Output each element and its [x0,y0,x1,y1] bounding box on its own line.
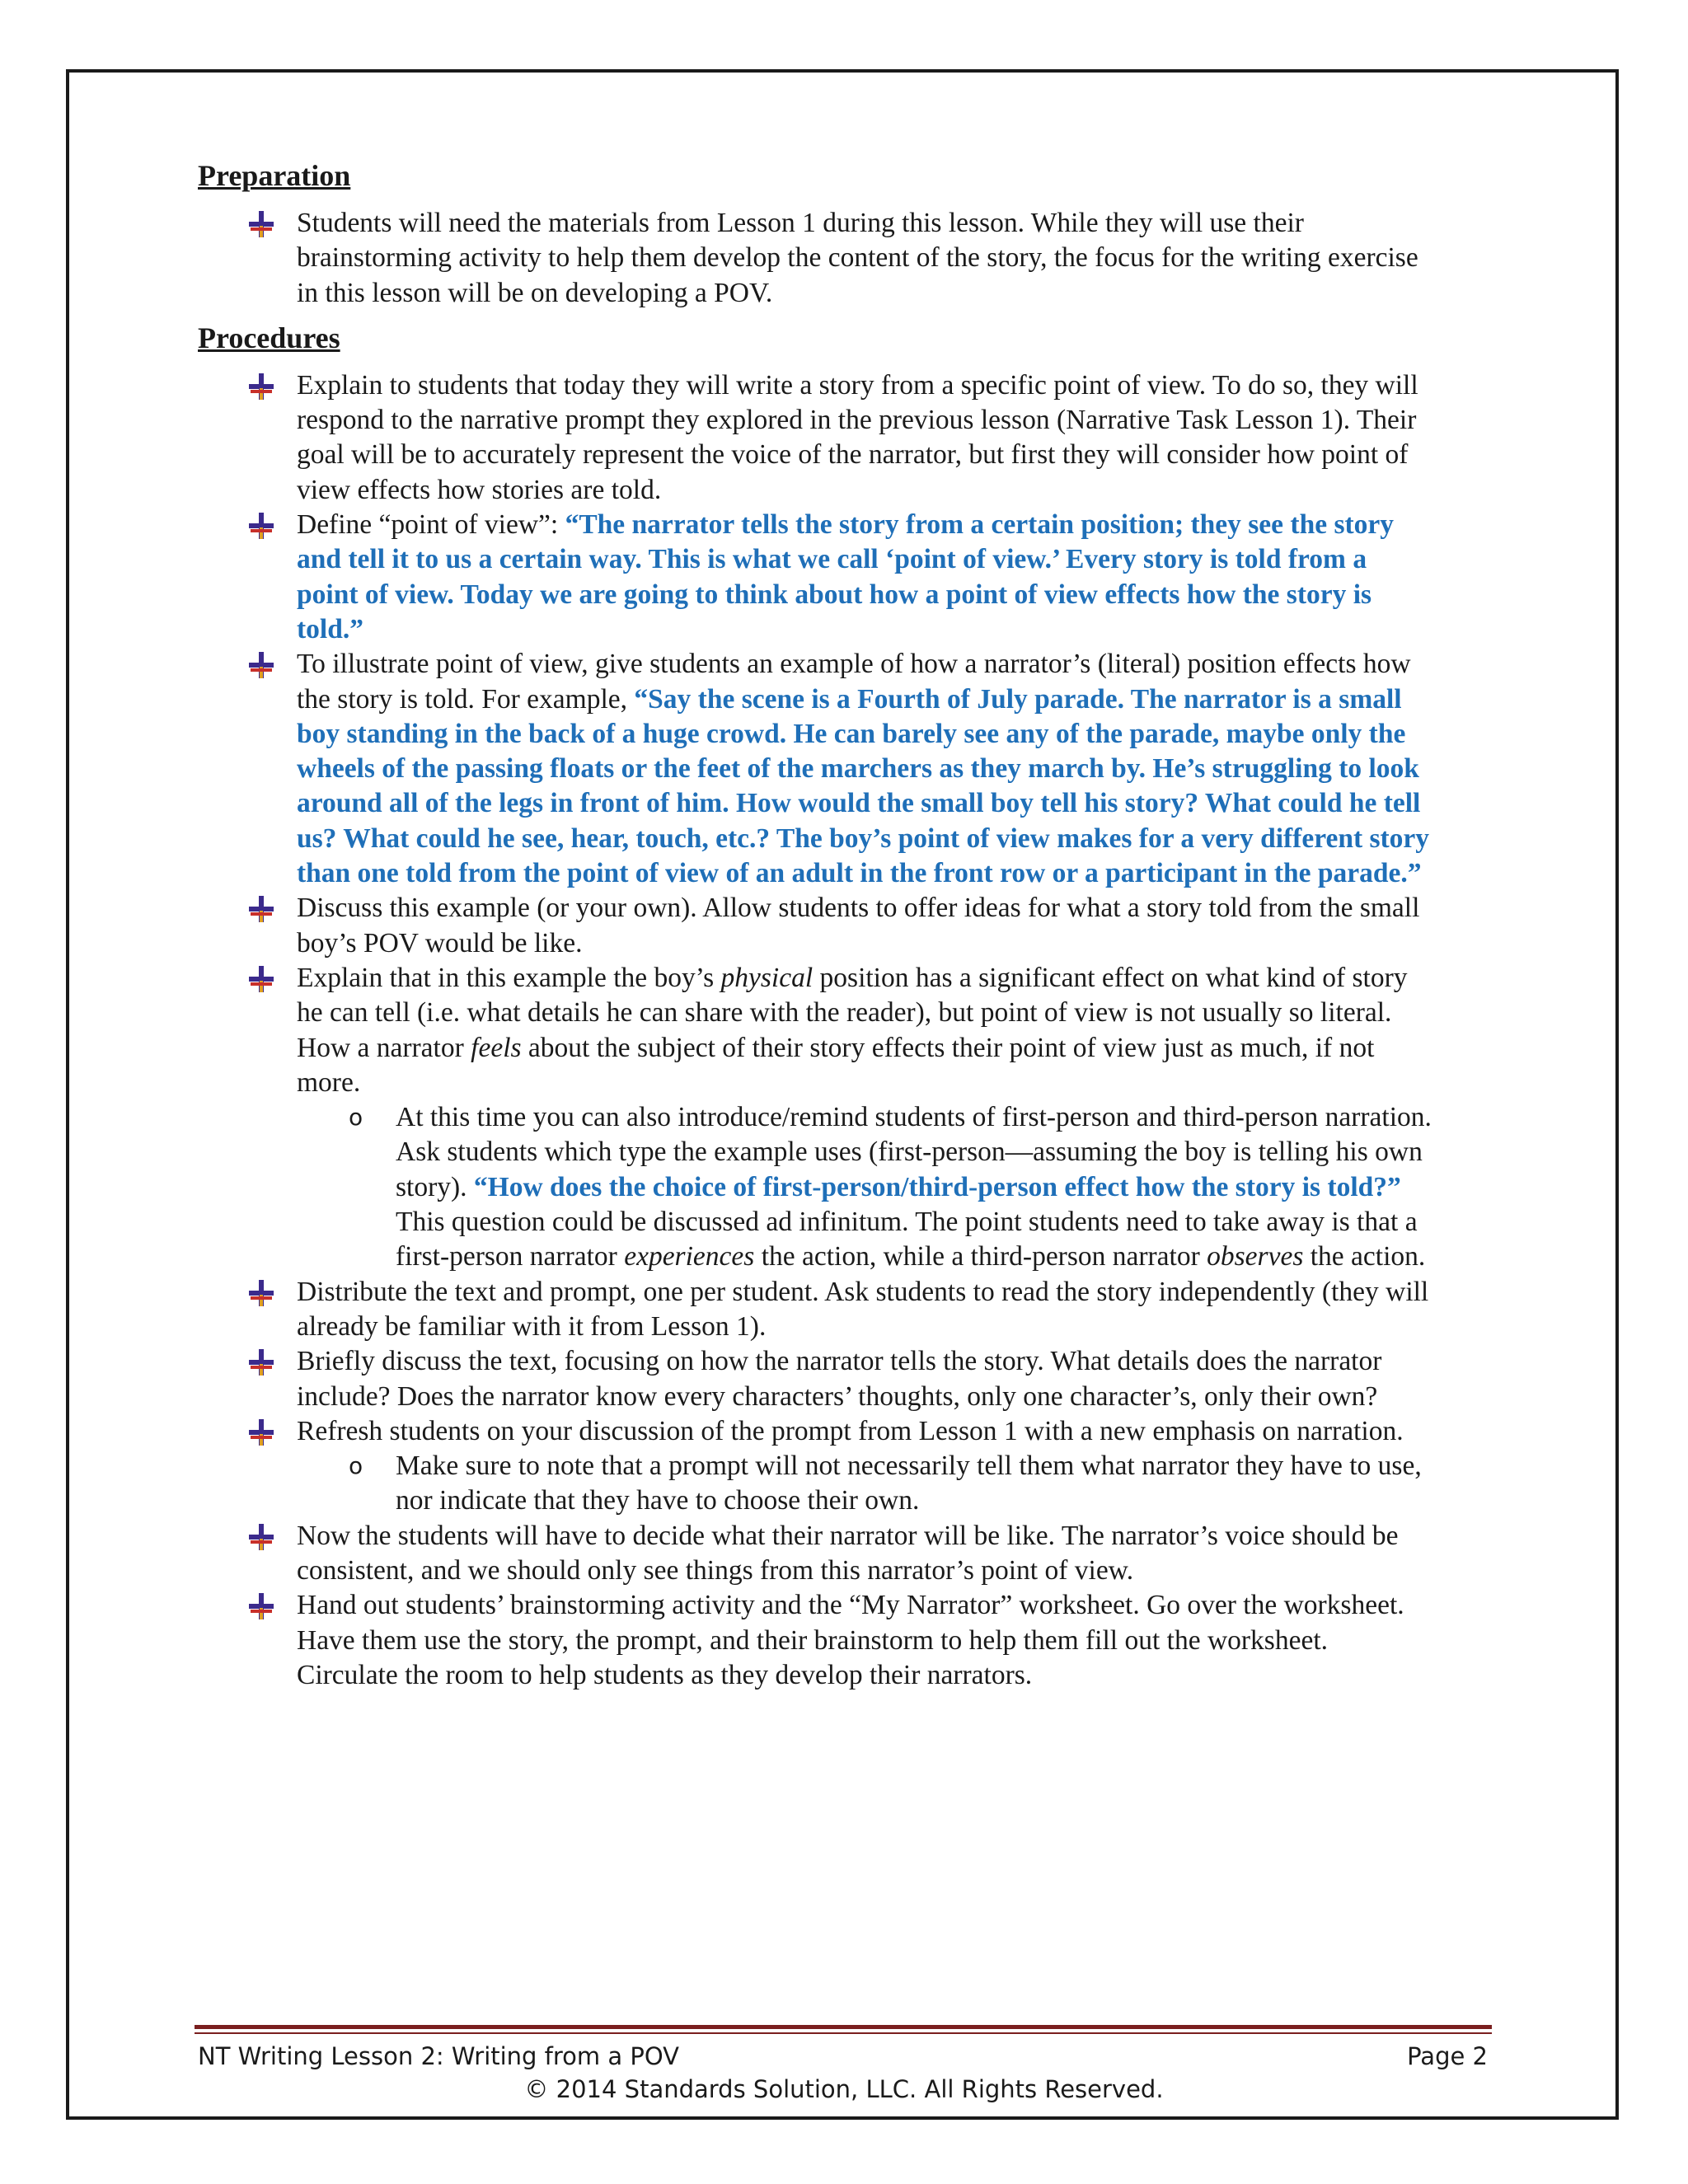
procedure-text: about the subject of their story effects their point of view just as much, if not more. [297,1032,1375,1098]
pushpin-cross-bullet-icon [249,966,274,992]
emphasis-text: feels [471,1032,522,1063]
pushpin-cross-bullet-icon [249,1419,274,1446]
procedure-text: Define “point of view”: [297,509,565,541]
pushpin-cross-bullet-icon [249,1593,274,1619]
procedures-sublist [198,1100,1434,1274]
footer-divider-thin [195,2032,1492,2034]
procedure-text: Refresh students on your discussion of the prompt from Lesson 1 with a new emphasis on narration. [297,1415,1404,1446]
procedure-text: At this time you can also introduce/remind students of first-person and third-person narration. Ask students which type the example uses (first-person—assuming the boy is telling his own story). [396,1102,1432,1202]
procedure-text: Distribute the text and prompt, one per student. Ask students to read the story independently (they will already be familiar with it from Lesson 1). [297,1276,1429,1342]
procedure-text: To illustrate point of view, give students an example of how a narrator’s (literal) position effects how the story is told. For example, [297,649,1411,715]
pushpin-cross-bullet-icon [249,1524,274,1550]
pushpin-cross-bullet-icon [249,373,274,400]
list-item [198,1588,1434,1693]
list-item [198,368,1434,508]
pushpin-cross-bullet-icon [249,1349,274,1376]
footer-lesson-title: NT Writing Lesson 2: Writing from a POV [198,2042,680,2070]
procedure-text: This question could be discussed ad infinitum. The point students need to take away is that a first-person narrator [396,1207,1418,1272]
sub-list-item [198,1449,1434,1519]
procedure-text: Explain to students that today they will write a story from a specific point of view. To do so, they will respond to the narrative prompt they explored in the previous lesson (Narrative Task Lesson 1). Their goal will be to accurately represent the voice of the narrator, but first they will consider how point of view effects how stories are told. [297,369,1418,505]
preparation-item-text: Students will need the materials from Lesson 1 during this lesson. While they will use their brainstorming activity to help them develop the content of the story, the focus for the writing exercise in this lesson will be on developing a POV. [297,208,1418,308]
procedure-text: the action, while a third-person narrator [754,1241,1207,1272]
pushpin-cross-bullet-icon [249,896,274,922]
procedure-text: Hand out students’ brainstorming activity and the “My Narrator” worksheet. Go over the worksheet. Have them use the story, the prompt, and their brainstorm to help them fill out the worksheet. Circulate the room to help students as they develop their narrators. [297,1590,1404,1690]
footer-copyright: © 2014 Standards Solution, LLC. All Rights Reserved. [524,2075,1164,2103]
emphasis-text: observes [1207,1241,1304,1272]
list-item [198,1275,1434,1345]
procedures-list-continued [198,1275,1434,1449]
list-item [198,961,1434,1100]
sub-list-item [198,1100,1434,1274]
procedure-text: Make sure to note that a prompt will not necessarily tell them what narrator they have to use, nor indicate that they have to choose their own. [396,1451,1422,1516]
procedures-list-continued [198,1519,1434,1693]
procedures-heading: Procedures [198,321,340,354]
emphasis-text: physical [720,962,814,993]
footer-divider [195,2025,1492,2029]
teacher-script-quote: “The narrator tells the story from a certain position; they see the story and tell it to us a certain way. This is what we call ‘point of view.’ Every story is told from a point of view. Today we are going to think about how a point of view effects how the story is told.” [297,509,1395,644]
procedure-text: position has a significant effect on what kind of story he can tell (i.e. what details he can share with the reader), but point of view is not usually so literal. How a narrator [297,962,1408,1063]
list-item [198,647,1434,891]
procedure-text: Explain that in this example the boy’s [297,962,721,993]
list-item [198,891,1434,961]
list-item [198,1344,1434,1414]
procedure-text: Briefly discuss the text, focusing on how the narrator tells the story. What details does the narrator include? Does the narrator know every characters’ thoughts, only one character’s, only their own? [297,1346,1382,1412]
document-body [198,157,1434,1693]
pushpin-cross-bullet-icon [249,1280,274,1306]
circle-bullet-marker: o [349,1104,363,1132]
preparation-heading: Preparation [198,159,351,192]
list-item [198,1414,1434,1449]
pushpin-cross-bullet-icon [249,513,274,539]
list-item [198,508,1434,647]
emphasis-text: experiences [624,1241,755,1272]
list-item [198,206,1434,311]
list-item [198,1519,1434,1589]
footer-page-number: Page 2 [1407,2042,1488,2070]
circle-bullet-marker: o [349,1452,363,1480]
procedures-sublist [198,1449,1434,1519]
teacher-script-quote: “How does the choice of first-person/third-person effect how the story is told?” [473,1171,1401,1202]
teacher-script-quote: “Say the scene is a Fourth of July parade. The narrator is a small boy standing in the back of a huge crowd. He can barely see any of the parade, maybe only the wheels of the passing floats or the feet of the marchers as they march by. He’s struggling to look around all of the legs in front of him. How would the small boy tell his story? What could he tell us? What could he see, hear, touch, etc.? The boy’s point of view makes for a very different story than one told from the point of view of an adult in the front row or a participant in the parade.” [297,683,1430,889]
procedure-text: Now the students will have to decide what their narrator will be like. The narrator’s voice should be consistent, and we should only see things from this narrator’s point of view. [297,1520,1399,1586]
procedure-text: the action. [1303,1241,1426,1272]
pushpin-cross-bullet-icon [249,211,274,237]
pushpin-cross-bullet-icon [249,652,274,678]
procedures-list [198,368,1434,1100]
procedure-text: Discuss this example (or your own). Allow students to offer ideas for what a story told from the small boy’s POV would be like. [297,893,1420,958]
preparation-list [198,206,1434,311]
